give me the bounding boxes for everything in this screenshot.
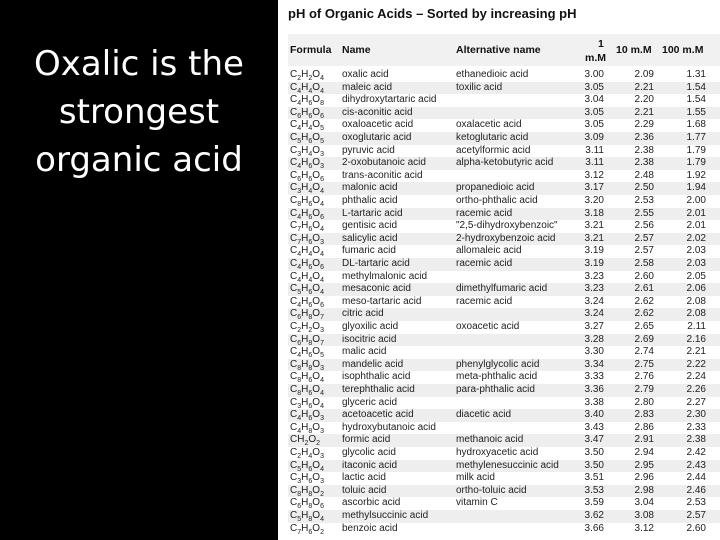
cell-formula: $C_8H_8O_2$: [290, 484, 324, 498]
cell-ph-1mm: 3.50: [584, 459, 604, 471]
cell-ph-100mm: 2.24: [686, 371, 706, 383]
cell-formula: $C_4H_6O_3$: [290, 409, 324, 423]
header-100mm: 100 m.M: [662, 44, 704, 56]
cell-name: meso-tartaric acid: [342, 295, 422, 307]
header-1mm-bottom: m.M: [585, 52, 606, 64]
cell-alt-name: 2-hydroxybenzoic acid: [456, 232, 556, 244]
cell-ph-1mm: 3.43: [584, 421, 604, 433]
cell-ph-1mm: 3.20: [584, 195, 604, 206]
cell-ph-100mm: 2.08: [686, 308, 706, 320]
cell-ph-10mm: 2.57: [634, 232, 654, 244]
cell-ph-1mm: 3.28: [584, 333, 604, 345]
cell-ph-10mm: 2.76: [634, 371, 654, 383]
cell-name: DL-tartaric acid: [342, 258, 410, 269]
cell-ph-10mm: 2.36: [634, 132, 654, 143]
cell-ph-100mm: 2.11: [687, 321, 706, 332]
table-row: [288, 195, 720, 208]
cell-name: glycolic acid: [342, 447, 396, 458]
cell-formula: $C_5H_6O_4$: [290, 459, 324, 473]
table-row: [288, 510, 720, 523]
cell-formula: $C_6H_8O_7$: [290, 333, 324, 347]
cell-formula: $CH_2O_2$: [290, 434, 321, 448]
cell-ph-1mm: 3.23: [584, 283, 604, 295]
cell-ph-10mm: 3.04: [634, 497, 654, 509]
cell-formula: $C_3H_6O_3$: [290, 472, 324, 486]
table-row: [288, 208, 720, 221]
cell-formula: $C_4H_6O_6$: [290, 295, 324, 309]
table-row: [288, 359, 720, 372]
cell-alt-name: meta-phthalic acid: [456, 371, 538, 383]
cell-ph-1mm: 3.11: [585, 144, 604, 156]
cell-ph-1mm: 3.05: [584, 119, 604, 131]
table-row: [288, 132, 720, 145]
cell-ph-100mm: 2.57: [686, 510, 706, 521]
cell-ph-100mm: 2.44: [686, 472, 706, 484]
cell-ph-1mm: 3.21: [584, 220, 604, 232]
cell-name: glyoxilic acid: [342, 321, 399, 332]
cell-ph-10mm: 2.21: [634, 81, 654, 93]
cell-alt-name: diacetic acid: [456, 409, 512, 421]
table-row: [288, 409, 720, 422]
cell-ph-100mm: 1.54: [686, 81, 706, 93]
cell-alt-name: ethanedioic acid: [456, 69, 529, 80]
cell-ph-10mm: 2.56: [634, 220, 654, 232]
cell-ph-10mm: 2.58: [634, 258, 654, 269]
cell-ph-1mm: 3.24: [584, 308, 604, 320]
cell-ph-100mm: 2.03: [686, 258, 706, 269]
table-row: [288, 157, 720, 170]
table-row: [288, 334, 720, 347]
cell-ph-100mm: 2.53: [686, 497, 706, 509]
cell-ph-10mm: 2.20: [634, 94, 654, 106]
cell-ph-10mm: 2.91: [634, 434, 654, 446]
table-row: [288, 384, 720, 397]
cell-formula: $C_8H_8O_3$: [290, 358, 324, 372]
table-row: [288, 245, 720, 258]
cell-alt-name: phenylglycolic acid: [456, 358, 540, 370]
cell-ph-1mm: 3.36: [584, 384, 604, 395]
cell-formula: $C_4H_4O_4$: [290, 270, 324, 284]
cell-ph-10mm: 2.48: [634, 169, 654, 181]
cell-formula: $C_2H_2O_4$: [290, 69, 324, 82]
cell-ph-10mm: 2.65: [634, 321, 654, 332]
cell-ph-10mm: 2.62: [634, 295, 654, 307]
cell-ph-100mm: 2.03: [686, 245, 706, 257]
cell-ph-10mm: 2.74: [634, 346, 654, 358]
cell-ph-1mm: 3.24: [584, 295, 604, 307]
cell-alt-name: vitamin C: [456, 497, 498, 509]
cell-ph-100mm: 2.16: [686, 333, 706, 345]
cell-formula: $C_4H_8O_3$: [290, 421, 324, 435]
cell-formula: $C_4H_6O_8$: [290, 94, 324, 108]
cell-ph-100mm: 2.46: [686, 484, 706, 496]
cell-ph-1mm: 3.09: [584, 132, 604, 143]
header-name: Name: [342, 44, 371, 56]
cell-alt-name: propanedioic acid: [456, 182, 535, 194]
cell-ph-10mm: 2.53: [634, 195, 654, 206]
table-row: [288, 271, 720, 284]
cell-name: citric acid: [342, 308, 384, 320]
cell-ph-100mm: 1.54: [686, 94, 706, 106]
cell-alt-name: ketoglutaric acid: [456, 132, 529, 143]
cell-formula: $C_3H_6O_4$: [290, 396, 324, 410]
table-row: [288, 346, 720, 359]
cell-ph-100mm: 2.08: [686, 295, 706, 307]
cell-ph-100mm: 2.00: [686, 195, 706, 206]
table-row: [288, 371, 720, 384]
cell-name: mesaconic acid: [342, 283, 411, 295]
cell-name: dihydroxytartaric acid: [342, 94, 437, 106]
cell-alt-name: acetylformic acid: [456, 144, 531, 156]
cell-name: 2-oxobutanoic acid: [342, 157, 426, 169]
cell-ph-1mm: 3.50: [584, 447, 604, 458]
cell-ph-1mm: 3.40: [584, 409, 604, 421]
cell-ph-100mm: 2.01: [686, 207, 706, 219]
cell-name: oxoglutaric acid: [342, 132, 412, 143]
cell-ph-1mm: 3.23: [584, 270, 604, 282]
table-row: [288, 258, 720, 271]
cell-formula: $C_6H_8O_6$: [290, 497, 324, 511]
table-row: [288, 485, 720, 498]
cell-formula: $C_2H_4O_3$: [290, 447, 324, 460]
cell-name: hydroxybutanoic acid: [342, 421, 436, 433]
cell-ph-1mm: 3.34: [584, 358, 604, 370]
cell-ph-10mm: 2.57: [634, 245, 654, 257]
cell-ph-10mm: 2.98: [634, 484, 654, 496]
cell-formula: $C_8H_6O_4$: [290, 195, 324, 208]
header-10mm: 10 m.M: [616, 44, 652, 56]
table-row: [288, 308, 720, 321]
cell-name: fumaric acid: [342, 245, 396, 257]
cell-alt-name: ortho-toluic acid: [456, 484, 527, 496]
cell-ph-1mm: 3.05: [584, 81, 604, 93]
cell-ph-10mm: 2.38: [634, 144, 654, 156]
cell-ph-10mm: 2.95: [634, 459, 654, 471]
cell-ph-10mm: 2.80: [634, 396, 654, 408]
cell-ph-10mm: 2.55: [634, 207, 654, 219]
table-title: pH of Organic Acids – Sorted by increasing pH: [288, 6, 577, 21]
acid-table-panel: [278, 0, 720, 540]
cell-ph-10mm: 2.60: [634, 270, 654, 282]
cell-name: L-tartaric acid: [342, 207, 403, 219]
cell-formula: $C_5H_6O_5$: [290, 132, 324, 145]
cell-alt-name: racemic acid: [456, 207, 513, 219]
table-row: [288, 220, 720, 233]
table-row: [288, 69, 720, 82]
cell-formula: $C_8H_6O_4$: [290, 384, 324, 397]
cell-alt-name: alpha-ketobutyric acid: [456, 157, 554, 169]
cell-name: gentisic acid: [342, 220, 398, 232]
slide-line-2: strongest: [58, 92, 220, 132]
cell-ph-100mm: 2.02: [686, 232, 706, 244]
cell-formula: $C_7H_6O_4$: [290, 220, 324, 234]
slide-statement: [0, 40, 278, 184]
header-alt-name: Alternative name: [456, 44, 541, 56]
cell-name: oxaloacetic acid: [342, 119, 414, 131]
cell-name: methylmalonic acid: [342, 270, 428, 282]
cell-ph-1mm: 3.59: [584, 497, 604, 509]
cell-ph-100mm: 2.05: [686, 270, 706, 282]
cell-ph-100mm: 2.42: [686, 447, 706, 458]
cell-ph-10mm: 2.94: [634, 447, 654, 458]
cell-alt-name: toxilic acid: [456, 81, 503, 93]
cell-formula: $C_5H_6O_4$: [290, 283, 324, 297]
cell-formula: $C_5H_8O_4$: [290, 510, 324, 523]
cell-ph-100mm: 2.33: [686, 421, 706, 433]
cell-name: benzoic acid: [342, 522, 398, 534]
cell-name: trans-aconitic acid: [342, 169, 423, 181]
table-row: [288, 422, 720, 435]
cell-ph-10mm: 3.12: [634, 522, 654, 534]
cell-name: lactic acid: [342, 472, 386, 484]
cell-name: mandelic acid: [342, 358, 404, 370]
table-row: [288, 460, 720, 473]
cell-ph-1mm: 3.33: [584, 371, 604, 383]
slide-line-3: organic acid: [35, 140, 243, 180]
cell-formula: $C_6H_6O_6$: [290, 169, 324, 183]
cell-name: isophthalic acid: [342, 371, 411, 383]
cell-ph-1mm: 3.19: [584, 245, 604, 257]
cell-ph-1mm: 3.51: [584, 472, 604, 484]
table-row: [288, 170, 720, 183]
table-row: [288, 94, 720, 107]
cell-ph-10mm: 2.38: [634, 157, 654, 169]
cell-ph-100mm: 2.60: [686, 522, 706, 534]
cell-formula: $C_8H_6O_4$: [290, 371, 324, 385]
cell-ph-100mm: 1.79: [686, 157, 706, 169]
cell-ph-100mm: 1.94: [686, 182, 706, 194]
cell-name: methylsuccinic acid: [342, 510, 429, 521]
cell-name: terephthalic acid: [342, 384, 415, 395]
cell-ph-1mm: 3.21: [584, 232, 604, 244]
cell-formula: $C_4H_6O_6$: [290, 207, 324, 221]
cell-ph-10mm: 2.21: [634, 106, 654, 118]
cell-name: pyruvic acid: [342, 144, 395, 156]
cell-alt-name: racemic acid: [456, 258, 513, 269]
cell-ph-100mm: 2.43: [686, 459, 706, 471]
cell-formula: $C_4H_4O_4$: [290, 245, 324, 259]
table-row: [288, 472, 720, 485]
table-row: [288, 497, 720, 510]
header-formula: Formula: [290, 44, 332, 56]
cell-ph-1mm: 3.66: [584, 522, 604, 534]
cell-alt-name: racemic acid: [456, 295, 513, 307]
cell-ph-1mm: 3.19: [584, 258, 604, 269]
cell-ph-100mm: 2.21: [686, 346, 706, 358]
cell-formula: $C_4H_6O_3$: [290, 157, 324, 171]
table-row: [288, 233, 720, 246]
cell-formula: $C_6H_8O_7$: [290, 308, 324, 322]
cell-ph-1mm: 3.47: [584, 434, 604, 446]
cell-alt-name: dimethylfumaric acid: [456, 283, 548, 295]
cell-ph-1mm: 3.38: [584, 396, 604, 408]
cell-alt-name: ortho-phthalic acid: [456, 195, 538, 206]
cell-name: maleic acid: [342, 81, 393, 93]
cell-alt-name: oxoacetic acid: [456, 321, 520, 332]
cell-ph-10mm: 3.08: [634, 510, 654, 521]
table-row: [288, 434, 720, 447]
cell-ph-100mm: 2.01: [686, 220, 706, 232]
cell-name: itaconic acid: [342, 459, 398, 471]
table-row: [288, 119, 720, 132]
cell-formula: $C_7H_6O_2$: [290, 522, 324, 536]
table-row: [288, 321, 720, 334]
cell-ph-1mm: 3.05: [584, 106, 604, 118]
cell-ph-100mm: 1.68: [686, 119, 706, 131]
cell-ph-10mm: 2.86: [634, 421, 654, 433]
cell-name: salicylic acid: [342, 232, 398, 244]
cell-alt-name: "2,5-dihydroxybenzoic": [456, 220, 558, 232]
cell-formula: $C_4H_4O_4$: [290, 81, 324, 95]
cell-ph-100mm: 1.77: [686, 132, 706, 143]
cell-ph-100mm: 2.30: [686, 409, 706, 421]
cell-ph-10mm: 2.09: [634, 69, 654, 80]
cell-ph-1mm: 3.17: [584, 182, 604, 194]
cell-ph-1mm: 3.18: [584, 207, 604, 219]
cell-ph-1mm: 3.27: [584, 321, 604, 332]
cell-alt-name: para-phthalic acid: [456, 384, 535, 395]
cell-formula: $C_6H_6O_6$: [290, 106, 324, 120]
cell-name: acetoacetic acid: [342, 409, 414, 421]
cell-ph-100mm: 2.38: [686, 434, 706, 446]
cell-ph-100mm: 2.27: [686, 396, 706, 408]
cell-name: ascorbic acid: [342, 497, 401, 509]
header-1mm-top: 1: [598, 38, 604, 50]
cell-formula: $C_7H_6O_3$: [290, 232, 324, 246]
cell-ph-1mm: 3.30: [584, 346, 604, 358]
table-row: [288, 296, 720, 309]
cell-formula: $C_3H_4O_3$: [290, 144, 324, 158]
cell-ph-100mm: 2.06: [686, 283, 706, 295]
cell-ph-1mm: 3.12: [584, 169, 604, 181]
cell-alt-name: oxalacetic acid: [456, 119, 522, 131]
cell-ph-10mm: 2.83: [634, 409, 654, 421]
cell-ph-1mm: 3.11: [585, 157, 604, 169]
cell-ph-10mm: 2.75: [634, 358, 654, 370]
cell-ph-1mm: 3.62: [584, 510, 604, 521]
cell-ph-1mm: 3.53: [584, 484, 604, 496]
cell-ph-10mm: 2.69: [634, 333, 654, 345]
cell-ph-10mm: 2.61: [634, 283, 654, 295]
table-row: [288, 145, 720, 158]
cell-alt-name: methylenesuccinic acid: [456, 459, 559, 471]
cell-name: glyceric acid: [342, 396, 398, 408]
cell-ph-100mm: 1.92: [686, 169, 706, 181]
table-row: [288, 182, 720, 195]
cell-name: phthalic acid: [342, 195, 398, 206]
cell-ph-10mm: 2.79: [634, 384, 654, 395]
cell-ph-10mm: 2.50: [634, 182, 654, 194]
cell-alt-name: hydroxyacetic acid: [456, 447, 539, 458]
cell-formula: $C_3H_4O_4$: [290, 182, 324, 196]
cell-name: oxalic acid: [342, 69, 389, 80]
cell-ph-10mm: 2.96: [634, 472, 654, 484]
cell-name: isocitric acid: [342, 333, 397, 345]
cell-ph-100mm: 2.26: [686, 384, 706, 395]
cell-alt-name: methanoic acid: [456, 434, 524, 446]
cell-formula: $C_4H_4O_5$: [290, 119, 324, 133]
slide-line-1: Oxalic is the: [34, 44, 244, 84]
cell-ph-100mm: 2.22: [686, 358, 706, 370]
cell-name: malonic acid: [342, 182, 398, 194]
cell-name: malic acid: [342, 346, 387, 358]
cell-ph-100mm: 1.55: [686, 106, 706, 118]
cell-alt-name: allomaleic acid: [456, 245, 522, 257]
cell-ph-10mm: 2.62: [634, 308, 654, 320]
cell-alt-name: milk acid: [456, 472, 495, 484]
cell-ph-100mm: 1.79: [686, 144, 706, 156]
cell-ph-10mm: 2.29: [634, 119, 654, 131]
table-row: [288, 523, 720, 536]
cell-ph-1mm: 3.04: [584, 94, 604, 106]
table-row: [288, 283, 720, 296]
cell-formula: $C_4H_6O_5$: [290, 346, 324, 360]
cell-formula: $C_4H_6O_6$: [290, 258, 324, 271]
table-row: [288, 107, 720, 120]
cell-name: cis-aconitic acid: [342, 106, 413, 118]
table-row: [288, 82, 720, 95]
table-row: [288, 397, 720, 410]
cell-formula: $C_2H_2O_3$: [290, 321, 324, 334]
cell-name: formic acid: [342, 434, 391, 446]
cell-name: toluic acid: [342, 484, 387, 496]
cell-ph-100mm: 1.31: [686, 69, 706, 80]
table-row: [288, 447, 720, 460]
cell-ph-1mm: 3.00: [584, 69, 604, 80]
